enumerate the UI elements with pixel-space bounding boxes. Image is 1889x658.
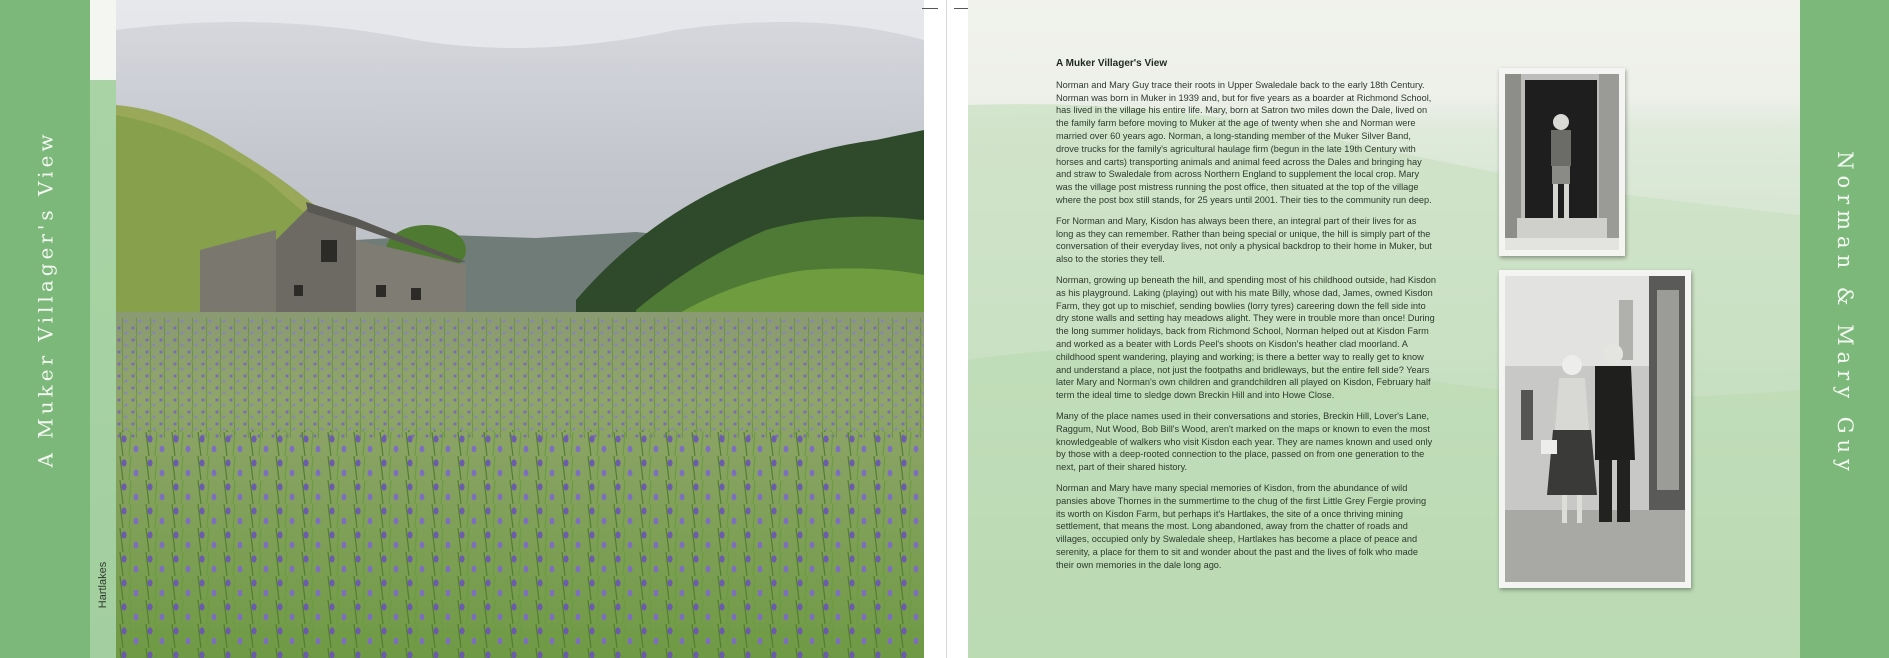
left-vertical-title — [0, 0, 90, 658]
article-paragraph: Many of the place names used in their conversations and stories, Breckin Hill, Lover's Lane, Raggum, Nut Wood, Bob Bill's Wood, aren't marked on the maps or known to even the most knowledgeable of walkers who visit Kisdon each year. They are names known and used only by those with a deep-rooted connection to the place, passed on from one generation to the next, part of their shared history. — [1056, 410, 1433, 473]
right-vertical-title-text: Norman & Mary Guy — [1832, 151, 1857, 477]
bluebell-meadow-photo — [116, 0, 924, 658]
right-vertical-title — [1800, 0, 1889, 658]
photo-caption — [90, 530, 116, 640]
photo-couple-on-street — [1499, 270, 1691, 588]
photo-boy-in-doorway-image — [1499, 68, 1625, 256]
gutter-line — [946, 0, 947, 658]
article — [1056, 58, 1436, 579]
meadow-illustration — [116, 0, 924, 658]
photo-caption-text: Hartlakes — [97, 561, 109, 609]
left-vertical-title-text: A Muker Villager's View — [33, 130, 57, 468]
photo-couple-on-street-image — [1499, 270, 1691, 588]
article-heading: A Muker Villager's View — [1056, 58, 1168, 69]
article-paragraph: Norman, growing up beneath the hill, and spending most of his childhood outside, had Kisdon as his playground. Laking (playing) out with his mate Billy, whose dad, James, owned Kisdon Farm, they got up to mischief, sending bowlies (lorry tyres) careering down the fell side into dry stone walls and setting hay meadows alight. They were in trouble more than once! During the long summer holidays, back from Richmond School, Norman helped out at Kisdon Farm and worked as a beater with Lords Peel's shoots on Kisdon's heather clad moorland. A childhood spent wandering, playing and working; is there a better way to really get to know and understand a place, not just the footpaths and bridleways, but the entire fell side? Years later Mary and Norman's own children and grandchildren all played on Kisdon, February half term the ideal time to sledge down Breckin Hill and into Howe Close. — [1056, 274, 1436, 401]
article-paragraph: Norman and Mary Guy trace their roots in Upper Swaledale back to the early 18th Century. Norman was born in Muker in 1939 and, but for five years as a boarder at Richmond School, has lived in the village his entire life. Mary, born at Satron two miles down the Dale, lived on the family farm before moving to Muker at the age of twenty when she and Norman were married over 60 years ago. Norman, a long-standing member of the Muker Silver Band, drove trucks for the family's agricultural haulage firm (begun in the late 19th Century with horses and carts) transporting animals and animal feed across the Dales and bringing hay and straw to Swaledale from across Northern England to supplement the local crop. Mary was the village post mistress running the post office, then situated at the top of the village where the post box still stands, for 25 years until 2001. Their ties to the community run deep. — [1056, 79, 1432, 205]
article-paragraph: Norman and Mary have many special memories of Kisdon, from the abundance of wild pansies above Thornes in the summertime to the chug of the first Little Grey Fergie proving its worth on Kisdon Farm, but perhaps it's Hartlakes, the site of a once thriving mining settlement, that means the most. Long abandoned, away from the chatter of roads and villages, occupied only by Swaledale sheep, Hartlakes has become a place of peace and serenity, a place for them to sit and wonder about the past and the lives of folk who made their own memories in the dale long ago. — [1056, 482, 1427, 570]
article-paragraph: For Norman and Mary, Kisdon has always been there, an integral part of their lives for as long as they can remember. Rather than being special or unique, the hill is simply part of the conversation of their everyday lives, not only a physical backdrop to their home in Muker, but also to the stories they tell. — [1056, 215, 1432, 265]
crop-mark — [922, 8, 938, 9]
photo-boy-in-doorway — [1499, 68, 1625, 256]
